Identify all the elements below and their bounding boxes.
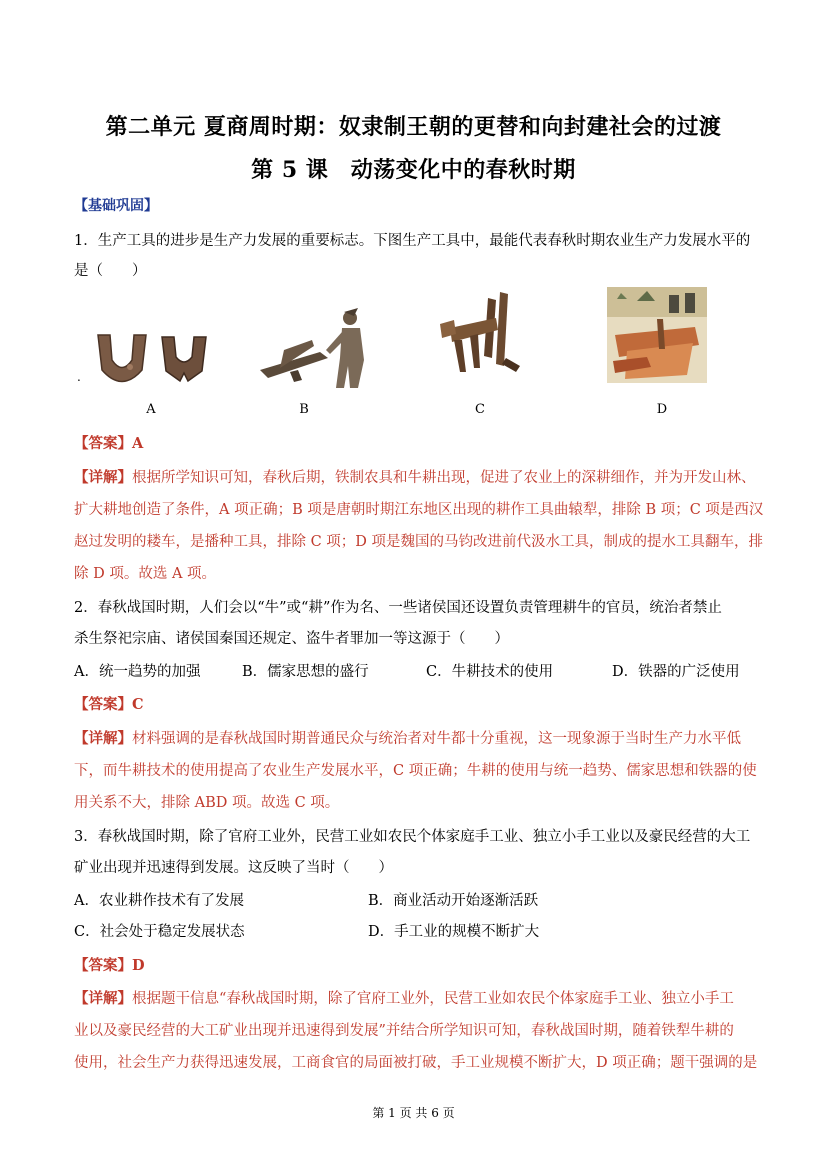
q2-detail-line1 (74, 727, 741, 748)
ox-plough-icon (250, 300, 380, 390)
seed-drill-icon (430, 288, 530, 378)
q2-detail-line2: 下，而牛耕技术的使用提高了农业生产发展水平，C 项正确；牛耕的使用与统一趋势、儒家思想和铁器的使 (74, 763, 757, 779)
q1-detail-prefix: 【详解】 (74, 469, 132, 486)
q3-detail-line3: 使用，社会生产力获得迅速发展，工商食官的局面被打破，手工业规模不断扩大，D 项正确；题干强调的是 (74, 1055, 758, 1071)
q1-stem-line2: 是（ ） (74, 263, 147, 279)
q2-detail-text: 材料强调的是春秋战国时期普通民众与统治者对牛都十分重视，这一现象源于当时生产力水平低 (132, 731, 741, 747)
q2-option-b: B．儒家思想的盛行 (242, 664, 369, 680)
q3-detail-prefix: 【详解】 (74, 990, 132, 1007)
iron-hoe-icon (90, 315, 215, 395)
q1-detail-line1 (74, 466, 756, 487)
image-label-d: D (656, 402, 668, 417)
q1-answer: 【答案】A (74, 435, 144, 452)
q3-stem-line1: 3．春秋战国时期，除了官府工业外，民营工业如农民个体家庭手工业、独立小手工业以及豪民经营的大工 (74, 829, 751, 845)
q2-stem-line1: 2．春秋战国时期，人们会以“牛”或“耕”作为名、一些诸侯国还设置负责管理耕牛的官员，统治者禁止 (74, 600, 722, 616)
q3-detail-line2: 业以及豪民经营的大工矿业出现并迅速得到发展”并结合所学知识可知，春秋战国时期，随着铁犁牛耕的 (74, 1023, 734, 1039)
q1-stem-line1: 1．生产工具的进步是生产力发展的重要标志。下图生产工具中，最能代表春秋时期农业生产力发展水平的 (74, 233, 751, 249)
image-label-a: A (146, 402, 156, 417)
q2-option-a: A．统一趋势的加强 (74, 664, 201, 680)
q2-option-c: C．牛耕技术的使用 (426, 664, 554, 680)
q3-stem-line2: 矿业出现并迅速得到发展。这反映了当时（ ） (74, 860, 393, 876)
water-wheel-icon (607, 287, 707, 383)
q3-option-a: A．农业耕作技术有了发展 (74, 893, 244, 909)
page-number: 第 1 页 共 6 页 (372, 1106, 455, 1120)
q3-detail-line1 (74, 987, 734, 1008)
q2-answer: 【答案】C (74, 696, 144, 713)
image-label-c: C (475, 402, 485, 417)
lesson-title: 第 5 课 动荡变化中的春秋时期 (251, 157, 576, 183)
q2-stem-line2: 杀生祭祀宗庙、诸侯国秦国还规定、盗牛者罪加一等这源于（ ） (74, 631, 509, 647)
q3-answer: 【答案】D (74, 957, 145, 974)
image-row-bullet: . (77, 370, 81, 384)
q2-detail-prefix: 【详解】 (74, 730, 132, 747)
image-label-b: B (299, 402, 309, 417)
q3-detail-text: 根据题干信息“春秋战国时期，除了官府工业外，民营工业如农民个体家庭手工业、独立小手工 (132, 991, 734, 1007)
q1-detail-line4: 除 D 项。故选 A 项。 (74, 566, 217, 582)
q3-option-d: D．手工业的规模不断扩大 (368, 924, 540, 940)
unit-title: 第二单元 夏商周时期：奴隶制王朝的更替和向封建社会的过渡 (105, 114, 722, 140)
q3-option-c: C．社会处于稳定发展状态 (74, 924, 245, 940)
q1-detail-line2: 扩大耕地创造了条件，A 项正确；B 项是唐朝时期江东地区出现的耕作工具曲辕犁，排除 B 项；C 项是西汉 (74, 502, 764, 518)
q1-detail-text: 根据所学知识可知，春秋后期，铁制农具和牛耕出现，促进了农业上的深耕细作，并为开发山林、 (132, 470, 756, 486)
q3-option-b: B．商业活动开始逐渐活跃 (368, 893, 539, 909)
q1-detail-line3: 赵过发明的耧车，是播种工具，排除 C 项；D 项是魏国的马钧改进前代汲水工具，制成的提水工具翻车，排 (74, 534, 764, 550)
q2-option-d: D．铁器的广泛使用 (612, 664, 740, 680)
q2-detail-line3: 用关系不大，排除 ABD 项。故选 C 项。 (74, 795, 340, 811)
section-label: 【基础巩固】 (74, 198, 158, 214)
